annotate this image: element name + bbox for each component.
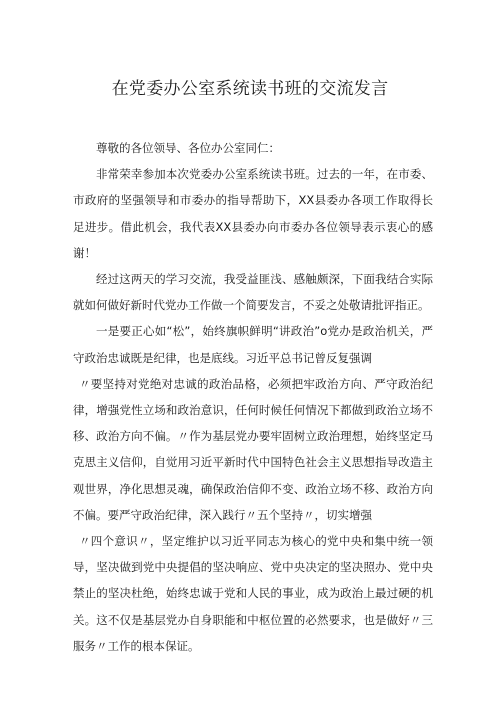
four-consciousness-paragraph: 〃四个意识〃，坚定维护以习近平同志为核心的党中央和集中统一领导，坚决做到党中央提倡的坚决响应、党中央决定的坚决照办、党中央禁止的坚决杜绝，始终忠诚于党和人民的事业，成为政治上最过硬的机关。这不仅是基层党办自身职能和中枢位置的必然要求，也是做好〃三服务〃工作的根本保证。 — [73, 534, 433, 653]
opening-paragraph: 非常荣幸参加本次党委办公室系统读书班。过去的一年，在市委、市政府的坚强领导和市委办的指导帮助下，XX县委办各项工作取得长足进步。借此机会，我代表XX县委办向市委办各位领导表示衷心的感谢！ — [73, 167, 433, 260]
point-one-paragraph: 一是要正心如“松”，始终旗帜鲜明“讲政治”o党办是政治机关，严守政治忠诚既是纪律，也是底线。习近平总书记曾反复强调 — [73, 324, 433, 365]
intro-paragraph: 经过这两天的学习交流，我受益匪浅、感触颇深，下面我结合实际就如何做好新时代党办工作做一个简要发言，不妥之处敬请批评指正。 — [73, 272, 433, 313]
document-title: 在党委办公室系统读书班的交流发言 — [111, 79, 389, 99]
document-body — [73, 135, 433, 659]
point-one-continuation-paragraph: 〃要坚持对党绝对忠诚的政治品格，必须把牢政治方向、严守政治纪律，增强党性立场和政治意识，任何时候任何情况下都做到政治立场不移、政治方向不偏。〃作为基层党办要牢固树立政治理想，始终坚定马克思主义信仰，自觉用习近平新时代中国特色社会主义思想指导改造主观世界，净化思想灵魂，确保政治信仰不变、政治立场不移、政治方向不偏。要严守政治纪律，深入践行〃五个坚持〃，切实增强 — [73, 376, 433, 522]
salutation-paragraph: 尊敬的各位领导、各位办公室同仁： — [96, 141, 280, 155]
